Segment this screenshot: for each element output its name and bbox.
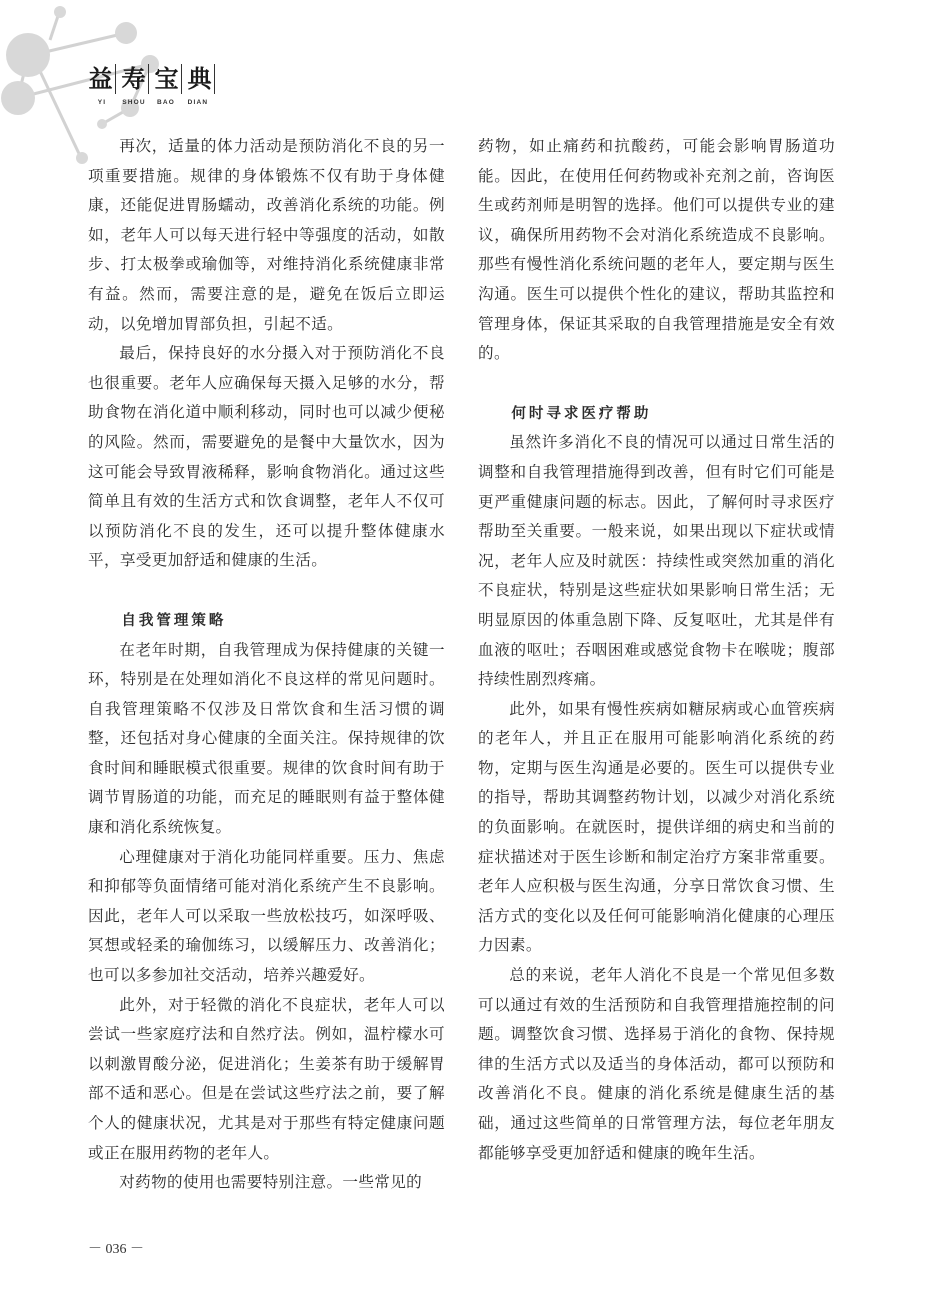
brand-pinyin-word: YI xyxy=(97,99,107,106)
section-heading: 何时寻求医疗帮助 xyxy=(511,404,652,422)
brand-pinyin xyxy=(86,99,215,106)
paragraph: 在老年时期，自我管理成为保持健康的关键一环，特别是在处理如消化不良这样的常见问题时。自我管理策略不仅涉及日常饮食和生活习惯的调整，还包括对身心健康的全面关注。保持规律的饮食时间和睡眠模式很重要。规律的饮食时间有助于调节胃肠道的功能，而充足的睡眠则有益于整体健康和消化系统恢复。 xyxy=(88,640,445,837)
paragraph: 对药物的使用也需要特别注意。一些常见的 xyxy=(119,1173,423,1192)
brand-char: 寿 xyxy=(119,64,149,94)
paragraph: 此外，对于轻微的消化不良症状，老年人可以尝试一些家庭疗法和自然疗法。例如，温柠檬水可以刺激胃酸分泌，促进消化；生姜茶有助于缓解胃部不适和恶心。但是在尝试这些疗法之前，要了解个人的健康状况，尤其是对于那些有特定健康问题或正在服用药物的老年人。 xyxy=(88,995,445,1162)
left-column xyxy=(88,132,445,1198)
brand-char: 宝 xyxy=(152,64,182,94)
paragraph: 最后，保持良好的水分摄入对于预防消化不良也很重要。老年人应确保每天摄入足够的水分，帮助食物在消化道中顺利移动，同时也可以减少便秘的风险。然而，需要避免的是餐中大量饮水，因为这可能会导致胃液稀释，影响食物消化。通过这些简单且有效的生活方式和饮食调整，老年人不仅可以预防消化不良的发生，还可以提升整体健康水平，享受更加舒适和健康的生活。 xyxy=(88,344,445,570)
paragraph: 药物，如止痛药和抗酸药，可能会影响胃肠道功能。因此，在使用任何药物或补充剂之前，咨询医生或药剂师是明智的选择。他们可以提供专业的建议，确保所用药物不会对消化系统造成不良影响。那些有慢性消化系统问题的老年人，要定期与医生沟通。医生可以提供个性化的建议，帮助其监控和管理身体，保证其采取的自我管理措施是安全有效的。 xyxy=(478,137,835,363)
magazine-brand xyxy=(86,64,215,106)
paragraph: 总的来说，老年人消化不良是一个常见但多数可以通过有效的生活预防和自我管理措施控制的问题。调整饮食习惯、选择易于消化的食物、保持规律的生活方式以及适当的身体活动，都可以预防和改善消化不良。健康的消化系统是健康生活的基础，通过这些简单的日常管理方法，每位老年朋友都能够享受更加舒适和健康的晚年生活。 xyxy=(478,966,835,1162)
brand-pinyin-word: BAO xyxy=(156,99,176,106)
paragraph: 心理健康对于消化功能同样重要。压力、焦虑和抑郁等负面情绪可能对消化系统产生不良影响。因此，老年人可以采取一些放松技巧，如深呼吸、冥想或轻柔的瑜伽练习，以缓解压力、改善消化；也可以多参加社交活动，培养兴趣爱好。 xyxy=(88,847,445,985)
brand-title xyxy=(86,64,215,94)
brand-char: 益 xyxy=(86,64,116,94)
paragraph: 虽然许多消化不良的情况可以通过日常生活的调整和自我管理措施得到改善，但有时它们可能是更严重健康问题的标志。因此，了解何时寻求医疗帮助至关重要。一般来说，如果出现以下症状或情况，老年人应及时就医：持续性或突然加重的消化不良症状，特别是这些症状如果影响日常生活；无明显原因的体重急剧下降、反复呕吐，尤其是伴有血液的呕吐；吞咽困难或感觉食物卡在喉咙；腹部持续性剧烈疼痛。 xyxy=(478,433,835,689)
brand-char: 典 xyxy=(185,64,215,94)
page-number: － 036 － xyxy=(88,1242,144,1257)
brand-pinyin-word: SHOU xyxy=(122,99,146,106)
paragraph: 再次，适量的体力活动是预防消化不良的另一项重要措施。规律的身体锻炼不仅有助于身体健康，还能促进胃肠蠕动，改善消化系统的功能。例如，老年人可以每天进行轻中等强度的活动，如散步、打太极拳或瑜伽等，对维持消化系统健康非常有益。然而，需要注意的是，避免在饭后立即运动，以免增加胃部负担，引起不适。 xyxy=(88,137,445,333)
section-heading: 自我管理策略 xyxy=(121,611,227,629)
paragraph: 此外，如果有慢性疾病如糖尿病或心血管疾病的老年人，并且正在服用可能影响消化系统的药物，定期与医生沟通是必要的。医生可以提供专业的指导，帮助其调整药物计划，以减少对消化系统的负面影响。在就医时，提供详细的病史和当前的症状描述对于医生诊断和制定治疗方案非常重要。老年人应积极与医生沟通，分享日常饮食习惯、生活方式的变化以及任何可能影响消化健康的心理压力因素。 xyxy=(478,699,835,955)
brand-pinyin-word: DIAN xyxy=(187,99,209,106)
right-column xyxy=(478,132,835,1168)
